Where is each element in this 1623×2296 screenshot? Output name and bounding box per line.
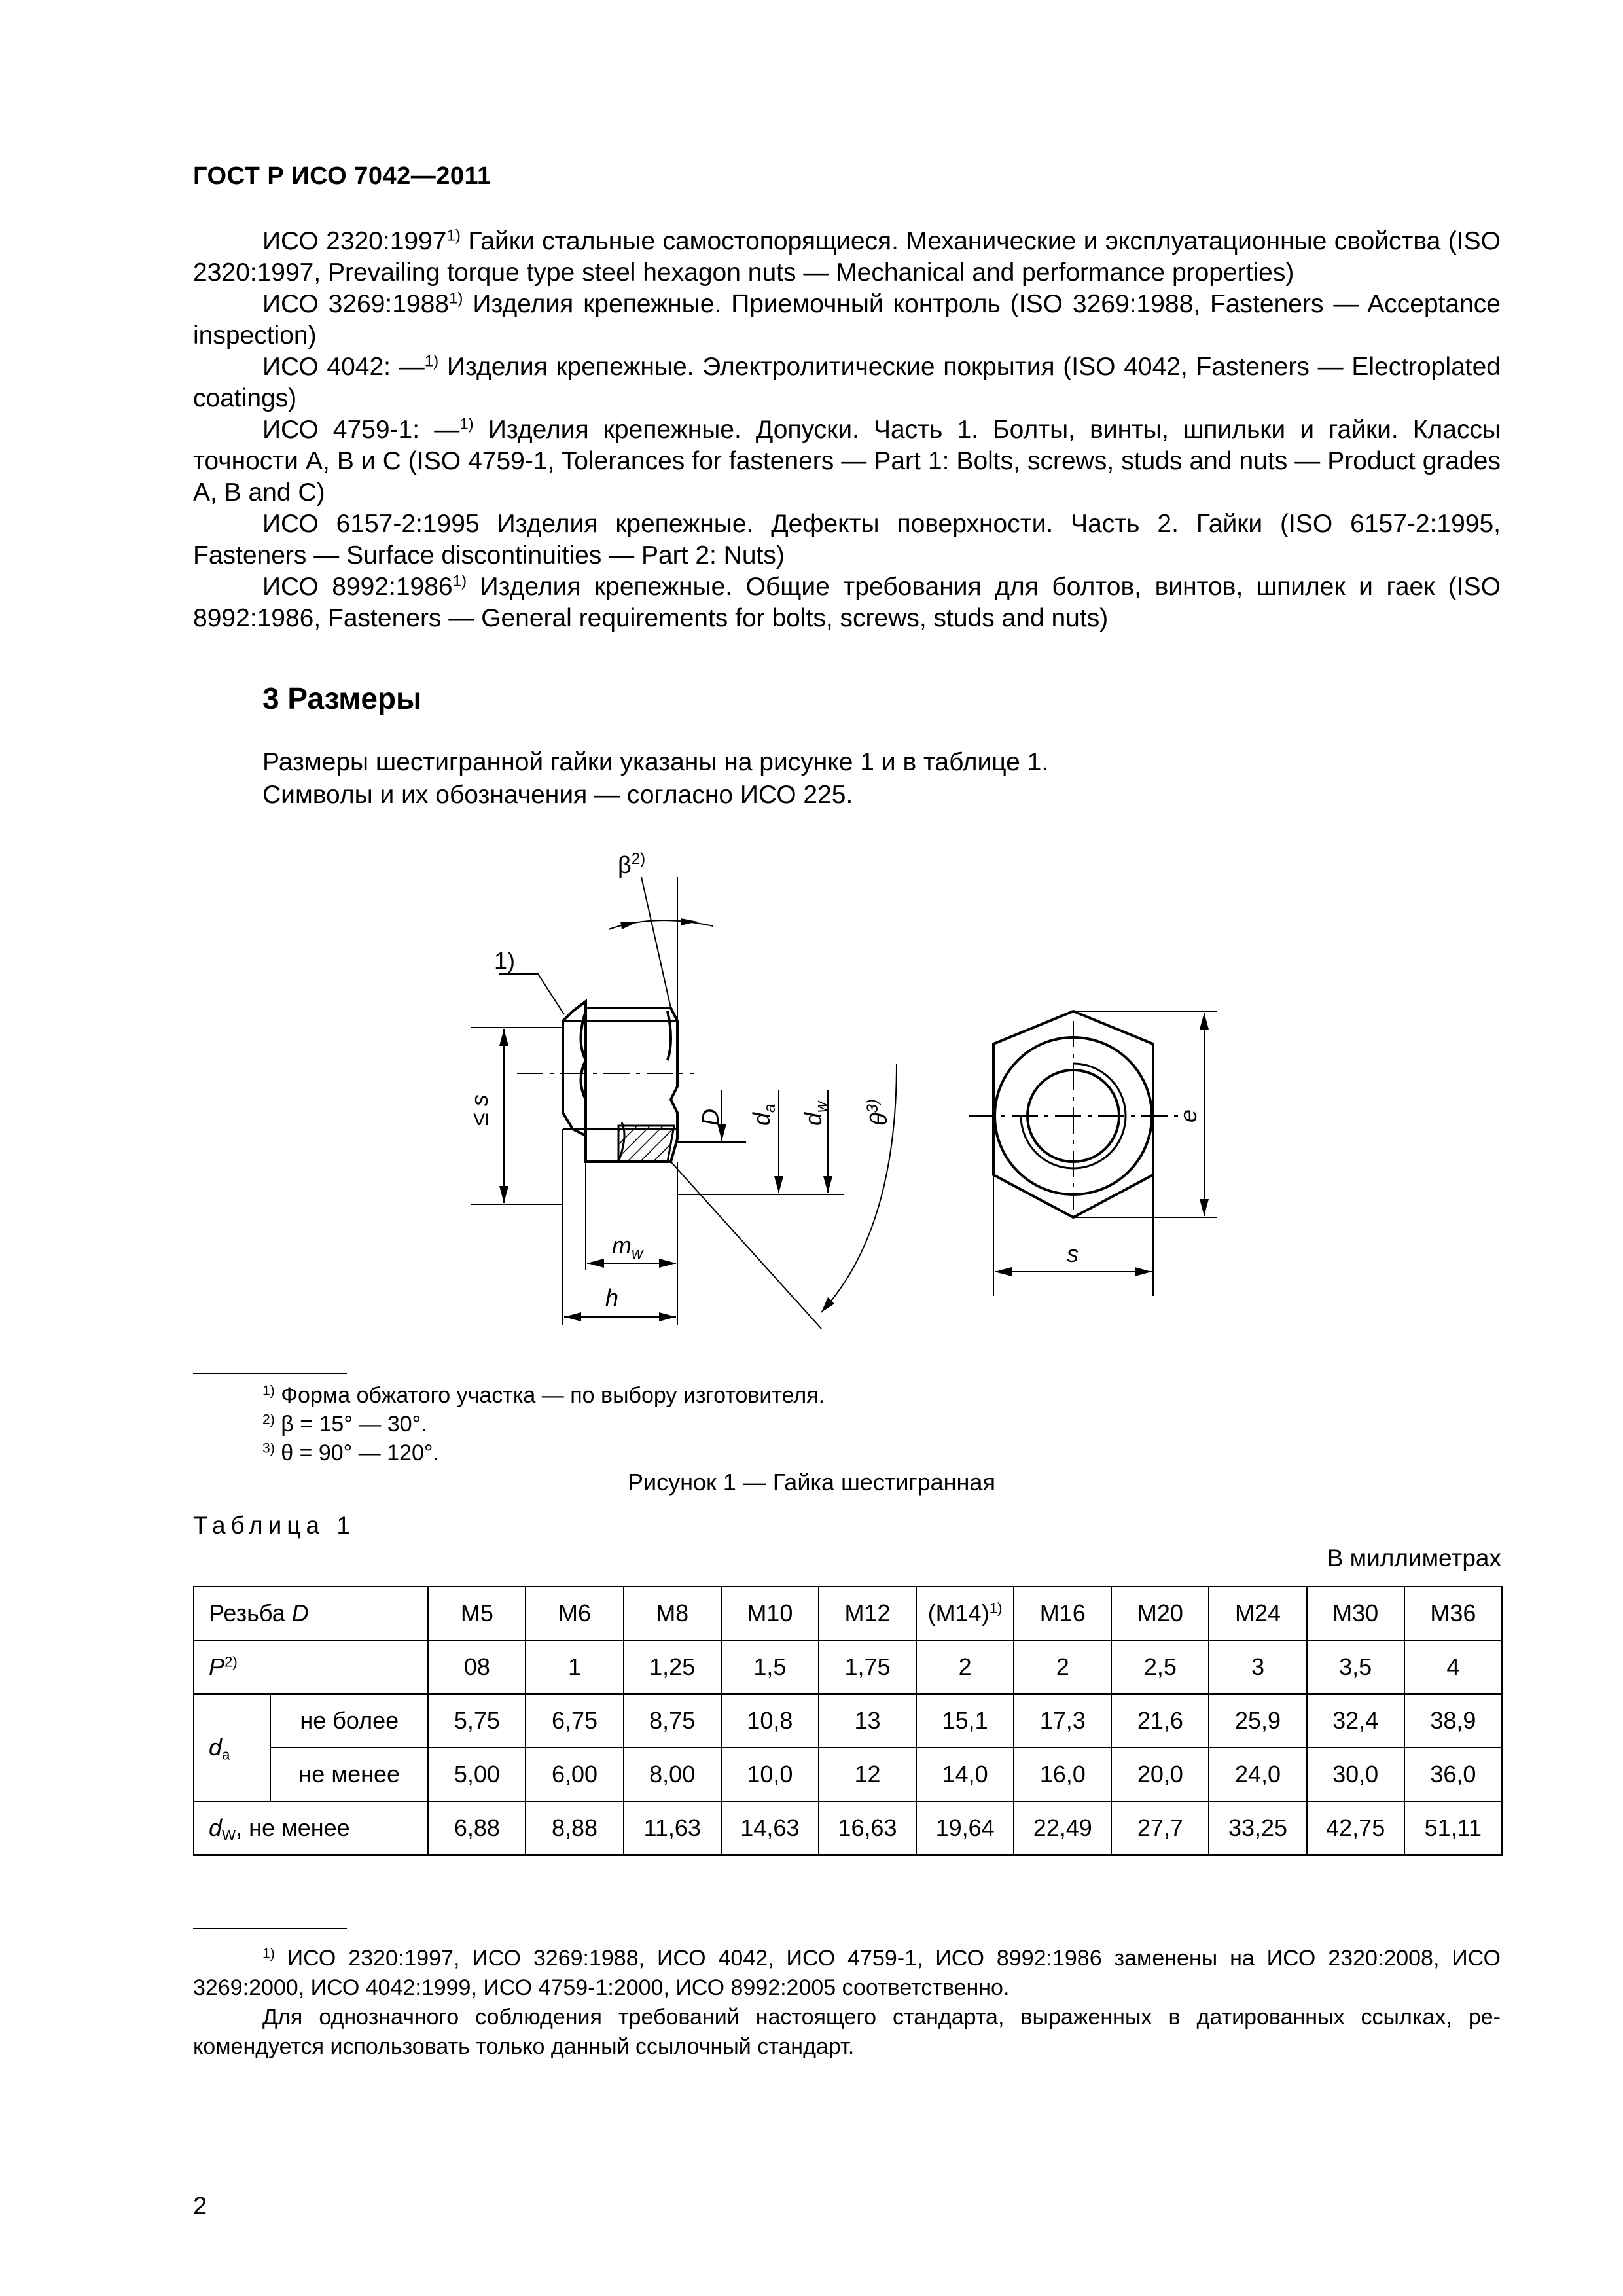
reference-item: ИСО 2320:1997$^{1)}$ Гайки стальные самостопорящиеся. Механические и эксплуатационные свойства (ISO 2320:1997, Prevailing torque type steel hexagon nuts — Mechanical and performance properties)	[193, 226, 1501, 287]
table-cell: 2	[916, 1640, 1014, 1694]
table-cell: 16,63	[819, 1801, 916, 1855]
thread-cell: M20	[1111, 1587, 1209, 1640]
footnote-separator	[193, 1373, 347, 1374]
row-label: $P^{2)}$	[194, 1640, 428, 1694]
table-cell: 14,63	[721, 1801, 819, 1855]
s-label: s	[1067, 1240, 1079, 1267]
page-number: 2	[193, 2193, 207, 2220]
table-header-cell: Резьба D	[194, 1587, 428, 1640]
mw-label: $m_w$	[612, 1232, 643, 1263]
table-cell: 51,11	[1404, 1801, 1502, 1855]
table-cell: 08	[428, 1640, 526, 1694]
row-sublabel: не более	[270, 1694, 428, 1748]
footnote-text: $^{1)}$ ИСО 2320:1997, ИСО 3269:1988, ИСО 4042, ИСО 4759-1, ИСО 8992:1986 заменены на ИСО 2320:2008, ИСО 3269:2000, ИСО 4042:1999, ИСО 4759-1:2000, ИСО 8992:2005 соответственно.	[193, 1946, 1501, 2000]
page-footnote	[193, 1944, 1501, 2062]
thread-cell: $(M14)^{1)}$	[916, 1587, 1014, 1640]
nut-drawing	[432, 844, 1217, 1342]
dimensions-table	[193, 1586, 1503, 1856]
row-label: $d_a$	[194, 1694, 270, 1801]
table-row	[194, 1640, 1502, 1694]
thread-cell: M5	[428, 1587, 526, 1640]
thread-cell: M30	[1307, 1587, 1404, 1640]
table-cell: 3	[1209, 1640, 1306, 1694]
thread-cell: M16	[1014, 1587, 1111, 1640]
table-cell: 22,49	[1014, 1801, 1111, 1855]
table-cell: 36,0	[1404, 1748, 1502, 1801]
table-cell: 2,5	[1111, 1640, 1209, 1694]
table-cell: 21,6	[1111, 1694, 1209, 1748]
D-label: D	[697, 1109, 724, 1126]
table-cell: 1,25	[624, 1640, 721, 1694]
table-cell: 24,0	[1209, 1748, 1306, 1801]
table-cell: 5,00	[428, 1748, 526, 1801]
intro-line: Размеры шестигранной гайки указаны на рисунке 1 и в таблице 1.	[262, 748, 1049, 776]
footnote-separator	[193, 1928, 347, 1929]
table-row	[194, 1801, 1502, 1855]
table-cell: 25,9	[1209, 1694, 1306, 1748]
table-row	[194, 1694, 1502, 1748]
thread-cell: M6	[526, 1587, 623, 1640]
table-cell: 42,75	[1307, 1801, 1404, 1855]
table-row	[194, 1748, 1502, 1801]
table-cell: 27,7	[1111, 1801, 1209, 1855]
table-cell: 20,0	[1111, 1748, 1209, 1801]
reference-item: ИСО 8992:1986$^{1)}$ Изделия крепежные. Общие требования для болтов, винтов, шпилек и гаек (ISO 8992:1986, Fasteners — General requirements for bolts, screws, studs and nuts)	[193, 572, 1501, 632]
beta-label: $\beta^{2)}$	[618, 850, 646, 878]
table-cell: 1	[526, 1640, 623, 1694]
note1-marker: 1)	[494, 947, 516, 974]
reference-item: ИСО 6157-2:1995 Изделия крепежные. Дефекты поверхности. Часть 2. Гайки (ISO 6157-2:1995, Fasteners — Surface discontinuities — Part 2: Nuts)	[193, 510, 1501, 569]
theta-label: $\theta^{3)}$	[864, 1099, 892, 1126]
table-cell: 11,63	[624, 1801, 721, 1855]
h-label: h	[605, 1284, 619, 1311]
figure-note: $^{1)}$ Форма обжатого участка — по выбору изготовителя.	[262, 1383, 825, 1408]
footnote-text: Для однозначного соблюдения требований настоящего стандарта, выраженных в датированных ссылках, рекомендуется использовать только данный ссылочный стандарт.	[193, 2005, 1501, 2059]
table-cell: 4	[1404, 1640, 1502, 1694]
thread-cell: M12	[819, 1587, 916, 1640]
table-row	[194, 1587, 1502, 1640]
table-cell: 2	[1014, 1640, 1111, 1694]
table-units: В миллиметрах	[1327, 1545, 1501, 1571]
table-cell: 38,9	[1404, 1694, 1502, 1748]
table-cell: 33,25	[1209, 1801, 1306, 1855]
reference-item: ИСО 4042: —$^{1)}$ Изделия крепежные. Электролитические покрытия (ISO 4042, Fasteners — Electroplated coatings)	[193, 352, 1501, 412]
table-cell: 6,88	[428, 1801, 526, 1855]
table-cell: 8,75	[624, 1694, 721, 1748]
figure-notes	[262, 1381, 825, 1467]
figure-note: $^{3)}$ θ = 90° — 120°.	[262, 1441, 439, 1465]
table-cell: 15,1	[916, 1694, 1014, 1748]
table-cell: 5,75	[428, 1694, 526, 1748]
table-cell: 17,3	[1014, 1694, 1111, 1748]
table-cell: 14,0	[916, 1748, 1014, 1801]
table-cell: 10,8	[721, 1694, 819, 1748]
s-le-label: ≤ s	[466, 1094, 493, 1126]
section-intro	[262, 746, 1048, 812]
thread-cell: M8	[624, 1587, 721, 1640]
crimp-hatch	[618, 1126, 674, 1162]
table-cell: 13	[819, 1694, 916, 1748]
table-cell: 8,88	[526, 1801, 623, 1855]
reference-item: ИСО 4759-1: —$^{1)}$ Изделия крепежные. Допуски. Часть 1. Болты, винты, шпильки и гайки. Классы точности А, В и С (ISO 4759-1, Tolerances for fasteners — Part 1: Bolts, screws, studs and nuts — Product grades A, B and C)	[193, 415, 1501, 507]
table-cell: 30,0	[1307, 1748, 1404, 1801]
table-label: Таблица 1	[193, 1512, 355, 1539]
section-title: 3 Размеры	[262, 681, 422, 715]
reference-item: ИСО 3269:1988$^{1)}$ Изделия крепежные. Приемочный контроль (ISO 3269:1988, Fasteners — Acceptance inspection)	[193, 289, 1501, 350]
table-cell: 12	[819, 1748, 916, 1801]
table-cell: 19,64	[916, 1801, 1014, 1855]
document-header: ГОСТ Р ИСО 7042—2011	[193, 162, 491, 190]
row-sublabel: не менее	[270, 1748, 428, 1801]
thread-cell: M24	[1209, 1587, 1306, 1640]
e-label: e	[1175, 1109, 1202, 1122]
table-cell: 32,4	[1307, 1694, 1404, 1748]
intro-line: Символы и их обозначения — согласно ИСО 225.	[262, 781, 853, 809]
table-cell: 3,5	[1307, 1640, 1404, 1694]
table-cell: 6,00	[526, 1748, 623, 1801]
table-cell: 1,5	[721, 1640, 819, 1694]
table-cell: 8,00	[624, 1748, 721, 1801]
thread-cell: M36	[1404, 1587, 1502, 1640]
dw-label: $d_w$	[800, 1101, 830, 1126]
row-label: $d_W$, не менее	[194, 1801, 428, 1855]
table-cell: 6,75	[526, 1694, 623, 1748]
normative-references	[193, 226, 1501, 634]
thread-cell: M10	[721, 1587, 819, 1640]
table-cell: 16,0	[1014, 1748, 1111, 1801]
table-cell: 1,75	[819, 1640, 916, 1694]
figure-note: $^{2)}$ β = 15° — 30°.	[262, 1412, 427, 1437]
figure-caption: Рисунок 1 — Гайка шестигранная	[628, 1469, 995, 1496]
table-cell: 10,0	[721, 1748, 819, 1801]
da-label: $d_a$	[748, 1103, 779, 1126]
